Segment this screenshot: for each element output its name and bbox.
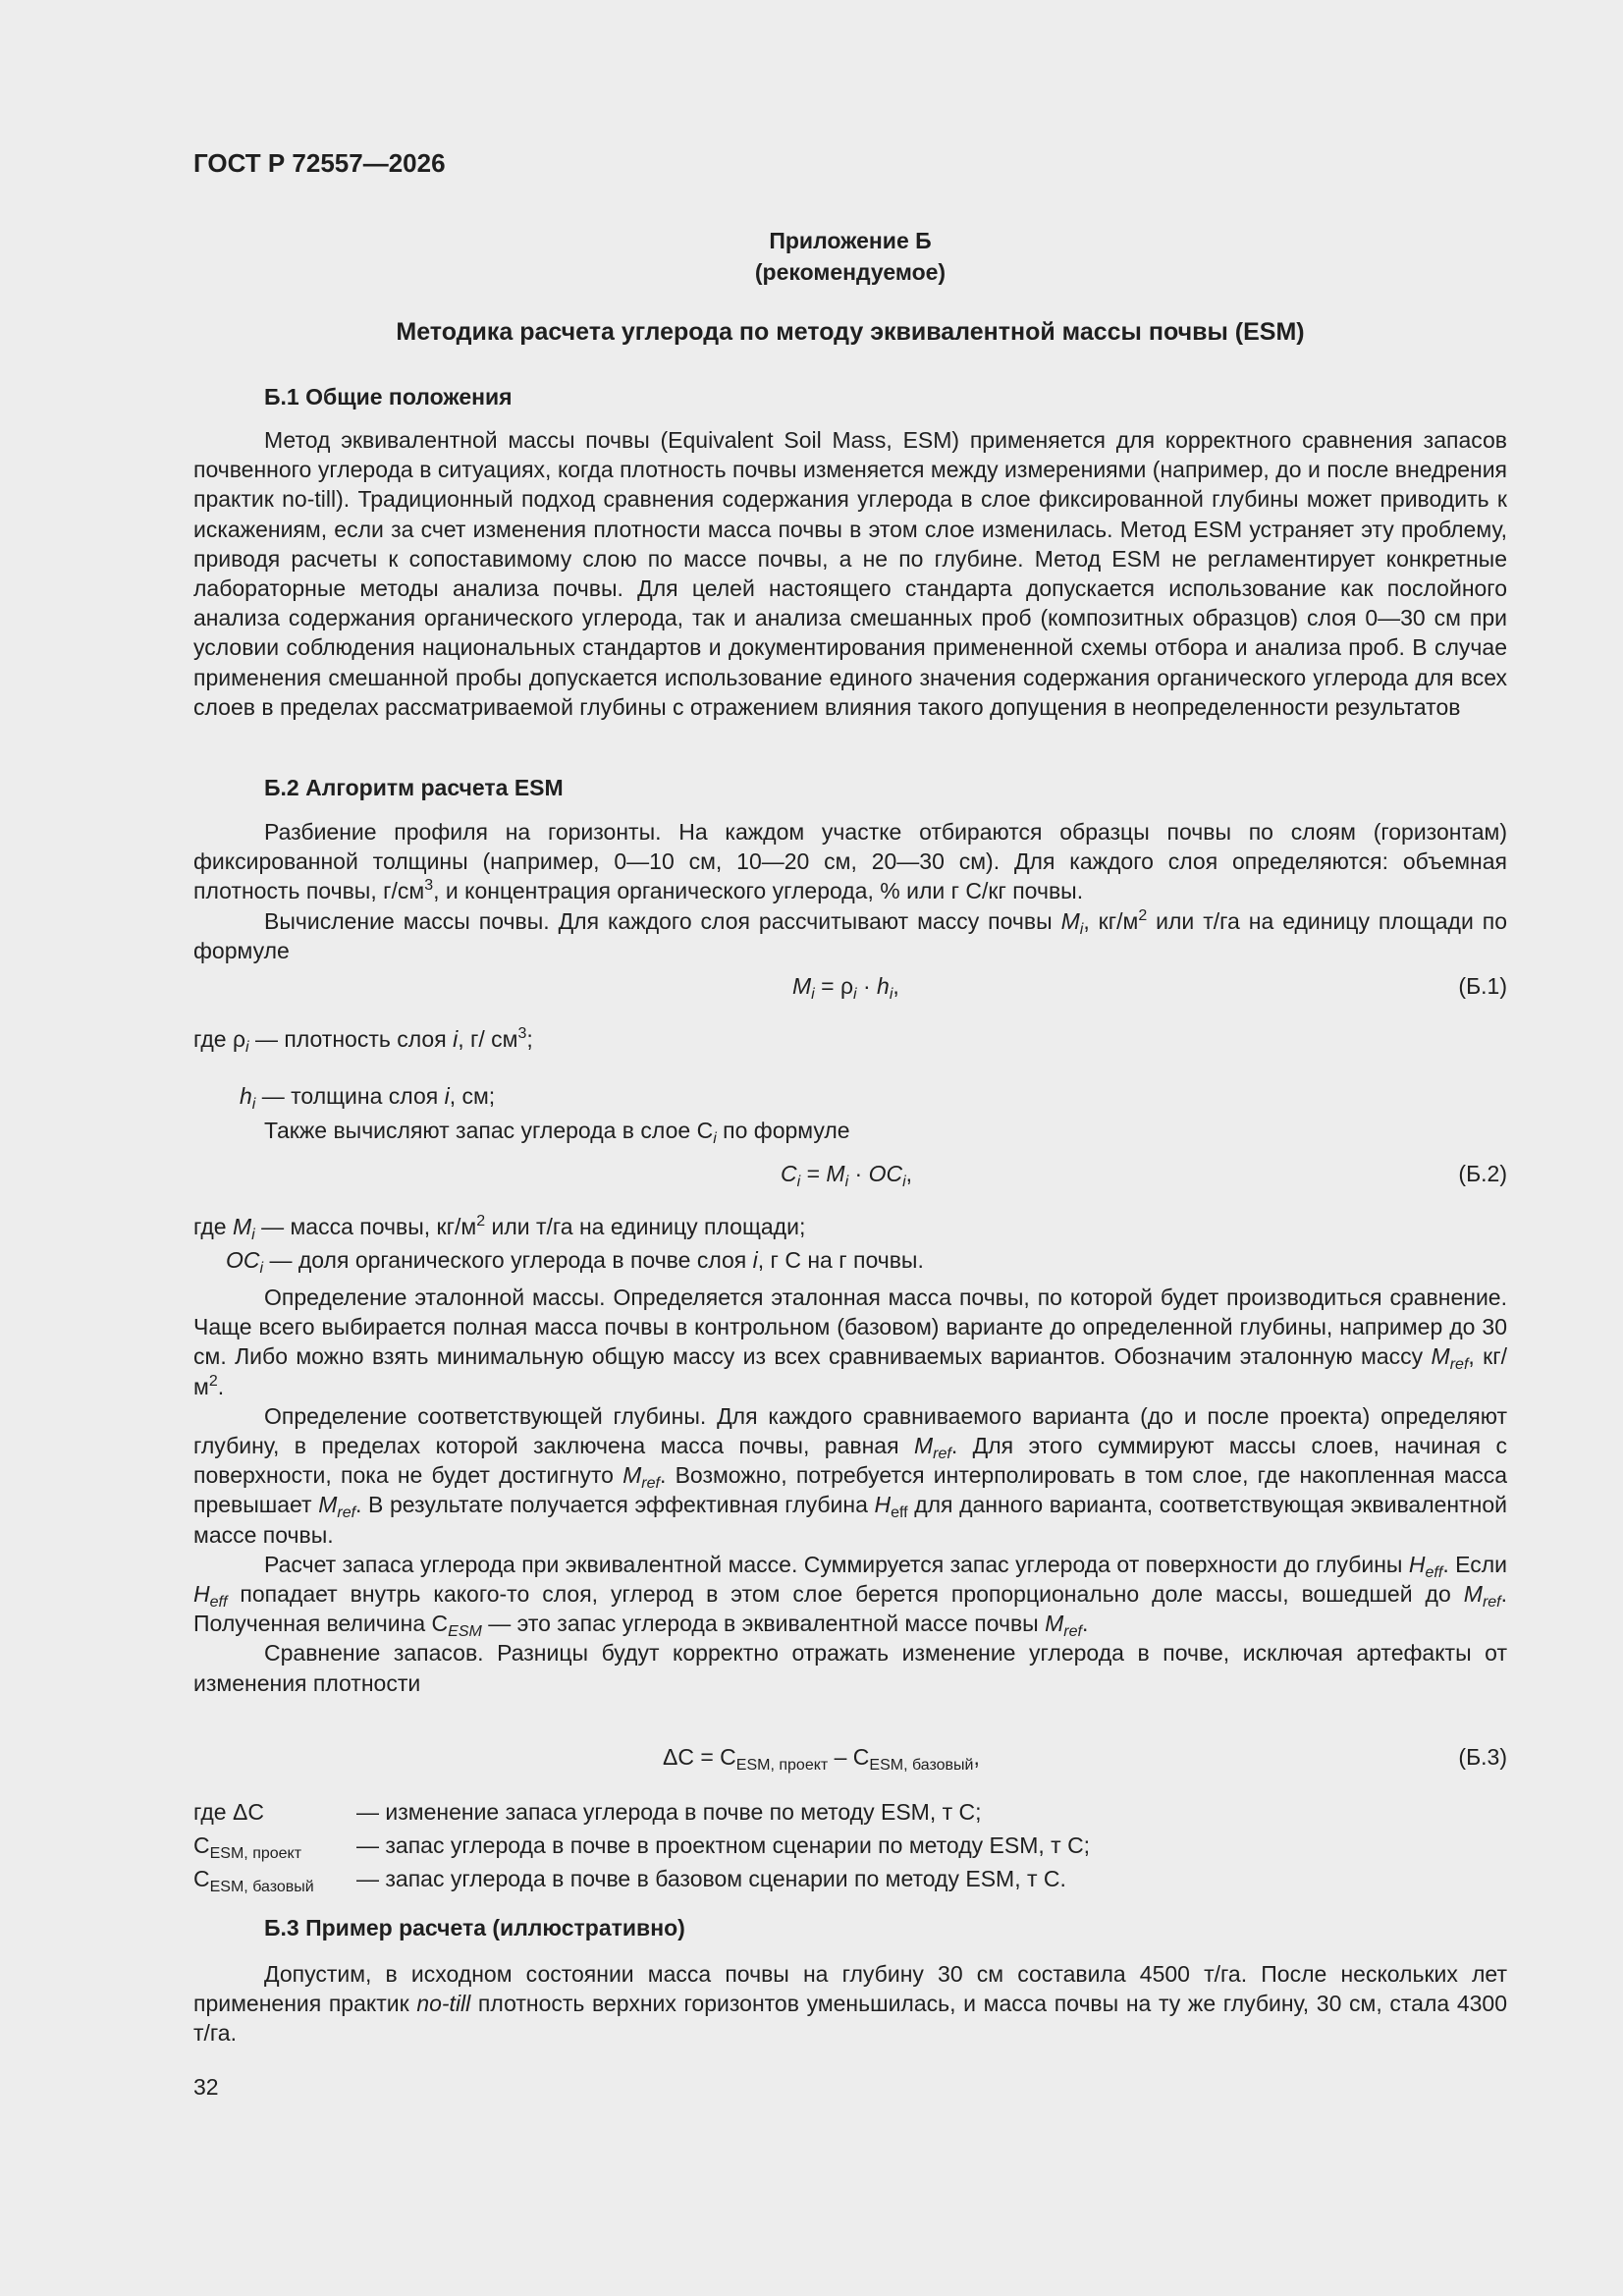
where-thickness: $h_i$ — толщина слоя i, см; [240, 1083, 496, 1113]
formula-number-b2: (Б.2) [1458, 1161, 1507, 1186]
paragraph-soil-mass: Вычисление массы почвы. Для каждого слоя рассчитывают массу почвы $M_i$, $кг/м^2$ или т/га на единицу площади по формуле [193, 906, 1508, 963]
carbon-stock-intro: Также вычисляют запас углерода в слое $С_i$ по формуле [264, 1118, 850, 1147]
annex-label: Приложение Б [769, 228, 932, 253]
paragraph-carbon-at-equivalent-mass: Расчет запаса углерода при эквивалентной массе. Суммируется запас углерода от поверхности до глубины $H_{eff}$. Если $H_{eff}$ попадает внутрь какого-то слоя, углерод в этом слое берется пропорционально доле массы, вошедшей до $M_{ref}$. Полученная величина $С_{ESM}$ — это запас углерода в эквивалентной массе почвы $M_{ref}$. [193, 1551, 1507, 1641]
legend-row-project: $C_{ESM, проект}$ — запас углерода в почве в проектном сценарии по методу ESM, т С; [193, 1832, 1091, 1862]
formula-b3: $\Delta C = C_{ESM, проект} - C_{ESM, базовый}$, [663, 1744, 980, 1774]
paragraph-general: Метод эквивалентной массы почвы (Equivalent Soil Mass, ESM) применяется для корректного сравнения запасов почвенного углерода в ситуациях, когда плотность почвы изменяется между измерениями (например, до и после внедрения практик no-till). Традиционный подход сравнения содержания углерода в слое фиксированной глубины может приводить к искажениям, если за счет изменения плотности масса почвы в этом слое изменилась. Метод ESM устраняет эту проблему, приводя расчеты к сопоставимому слою по массе почвы, а не по глубине. Метод ESM не регламентирует конкретные лабораторные методы анализа почвы. Для целей настоящего стандарта допускается использование как послойного анализа содержания органического углерода, так и анализа смешанных проб (композитных образцов) слоя 0—30 см при условии соблюдения национальных стандартов и документирования примененной схемы отбора и анализа проб. В случае применения смешанной пробы допускается использование единого значения содержания органического углерода для всех слоев в пределах рассматриваемой глубины с отражением влияния такого допущения в неопределенности результатов [193, 427, 1507, 720]
legend-row-baseline: $C_{ESM, базовый}$ — запас углерода в почве в базовом сценарии по методу ESM, т С. [193, 1866, 1066, 1895]
where-density: где $\rho_i$ — плотность слоя i, г/ $см^3$; [193, 1025, 533, 1056]
paragraph-reference-mass: Определение эталонной массы. Определяется эталонная масса почвы, по которой будет производиться сравнение. Чаще всего выбирается полная масса почвы в контрольном (базовом) варианте до определенной глубины, например до 30 см. Либо можно взять минимальную общую массу из всех сравниваемых вариантов. Обозначим эталонную массу $M_{ref}$, $кг/м^2$. [193, 1285, 1508, 1399]
page-number: 32 [193, 2074, 219, 2100]
main-title: Методика расчета углерода по методу эквивалентной массы почвы (ESM) [396, 318, 1305, 346]
paragraph-equivalent-depth: Определение соответствующей глубины. Для каждого сравниваемого варианта (до и после проекта) определяют глубину, в пределах которой заключена масса почвы, равная $M_{ref}$. Для этого суммируют массы слоев, начиная с поверхности, пока не будет достигнуто $M_{ref}$. Возможно, потребуется интерполировать в том слое, где накопленная масса превышает $M_{ref}$. В результате получается эффективная глубина $H_{eff}$ для данного варианта, соответствующая эквивалентной массе почвы. [193, 1402, 1508, 1548]
annex-heading [193, 225, 1507, 288]
annex-status: (рекомендуемое) [754, 259, 947, 285]
section-title-b1: Б.1 Общие положения [264, 384, 513, 410]
paragraph-example: Допустим, в исходном состоянии масса почвы на глубину 30 см составила 4500 т/га. После нескольких лет применения практик no-till плотность верхних горизонтов уменьшилась, и масса почвы на ту же глубину, 30 см, стала 4300 т/га. [193, 1961, 1507, 2047]
section-title-b3: Б.3 Пример расчета (иллюстративно) [264, 1915, 685, 1941]
paragraph-stock-comparison: Сравнение запасов. Разницы будут корректно отражать изменение углерода в почве, исключая артефакты от изменения плотности [193, 1640, 1507, 1696]
document-code: ГОСТ Р 72557—2026 [193, 148, 446, 178]
formula-number-b1: (Б.1) [1458, 973, 1507, 999]
legend-row-delta: где ΔC — изменение запаса углерода в почве по методу ESM, т С; [193, 1799, 982, 1825]
formula-b1: $M_i = \rho_i \cdot h_i$, [792, 973, 899, 1003]
where-mass: где $M_i$ — масса почвы, $кг/м^2$ или т/га на единицу площади; [193, 1213, 806, 1243]
where-oc: $ОС_i$ — доля органического углерода в почве слоя i, г С на г почвы. [226, 1247, 924, 1277]
paragraph-horizons: Разбиение профиля на горизонты. На каждом участке отбираются образцы почвы по слоям (горизонтам) фиксированной толщины (например, 0—10 см, 10—20 см, 20—30 см). Для каждого слоя определяются: объемная плотность почвы, $г/см^3$, и концентрация органического углерода, % или г С/кг почвы. [193, 819, 1507, 904]
formula-b2: $C_i = M_i \cdot OC_i$, [781, 1161, 913, 1190]
formula-number-b3: (Б.3) [1458, 1744, 1507, 1770]
section-title-b2: Б.2 Алгоритм расчета ESM [264, 775, 564, 800]
